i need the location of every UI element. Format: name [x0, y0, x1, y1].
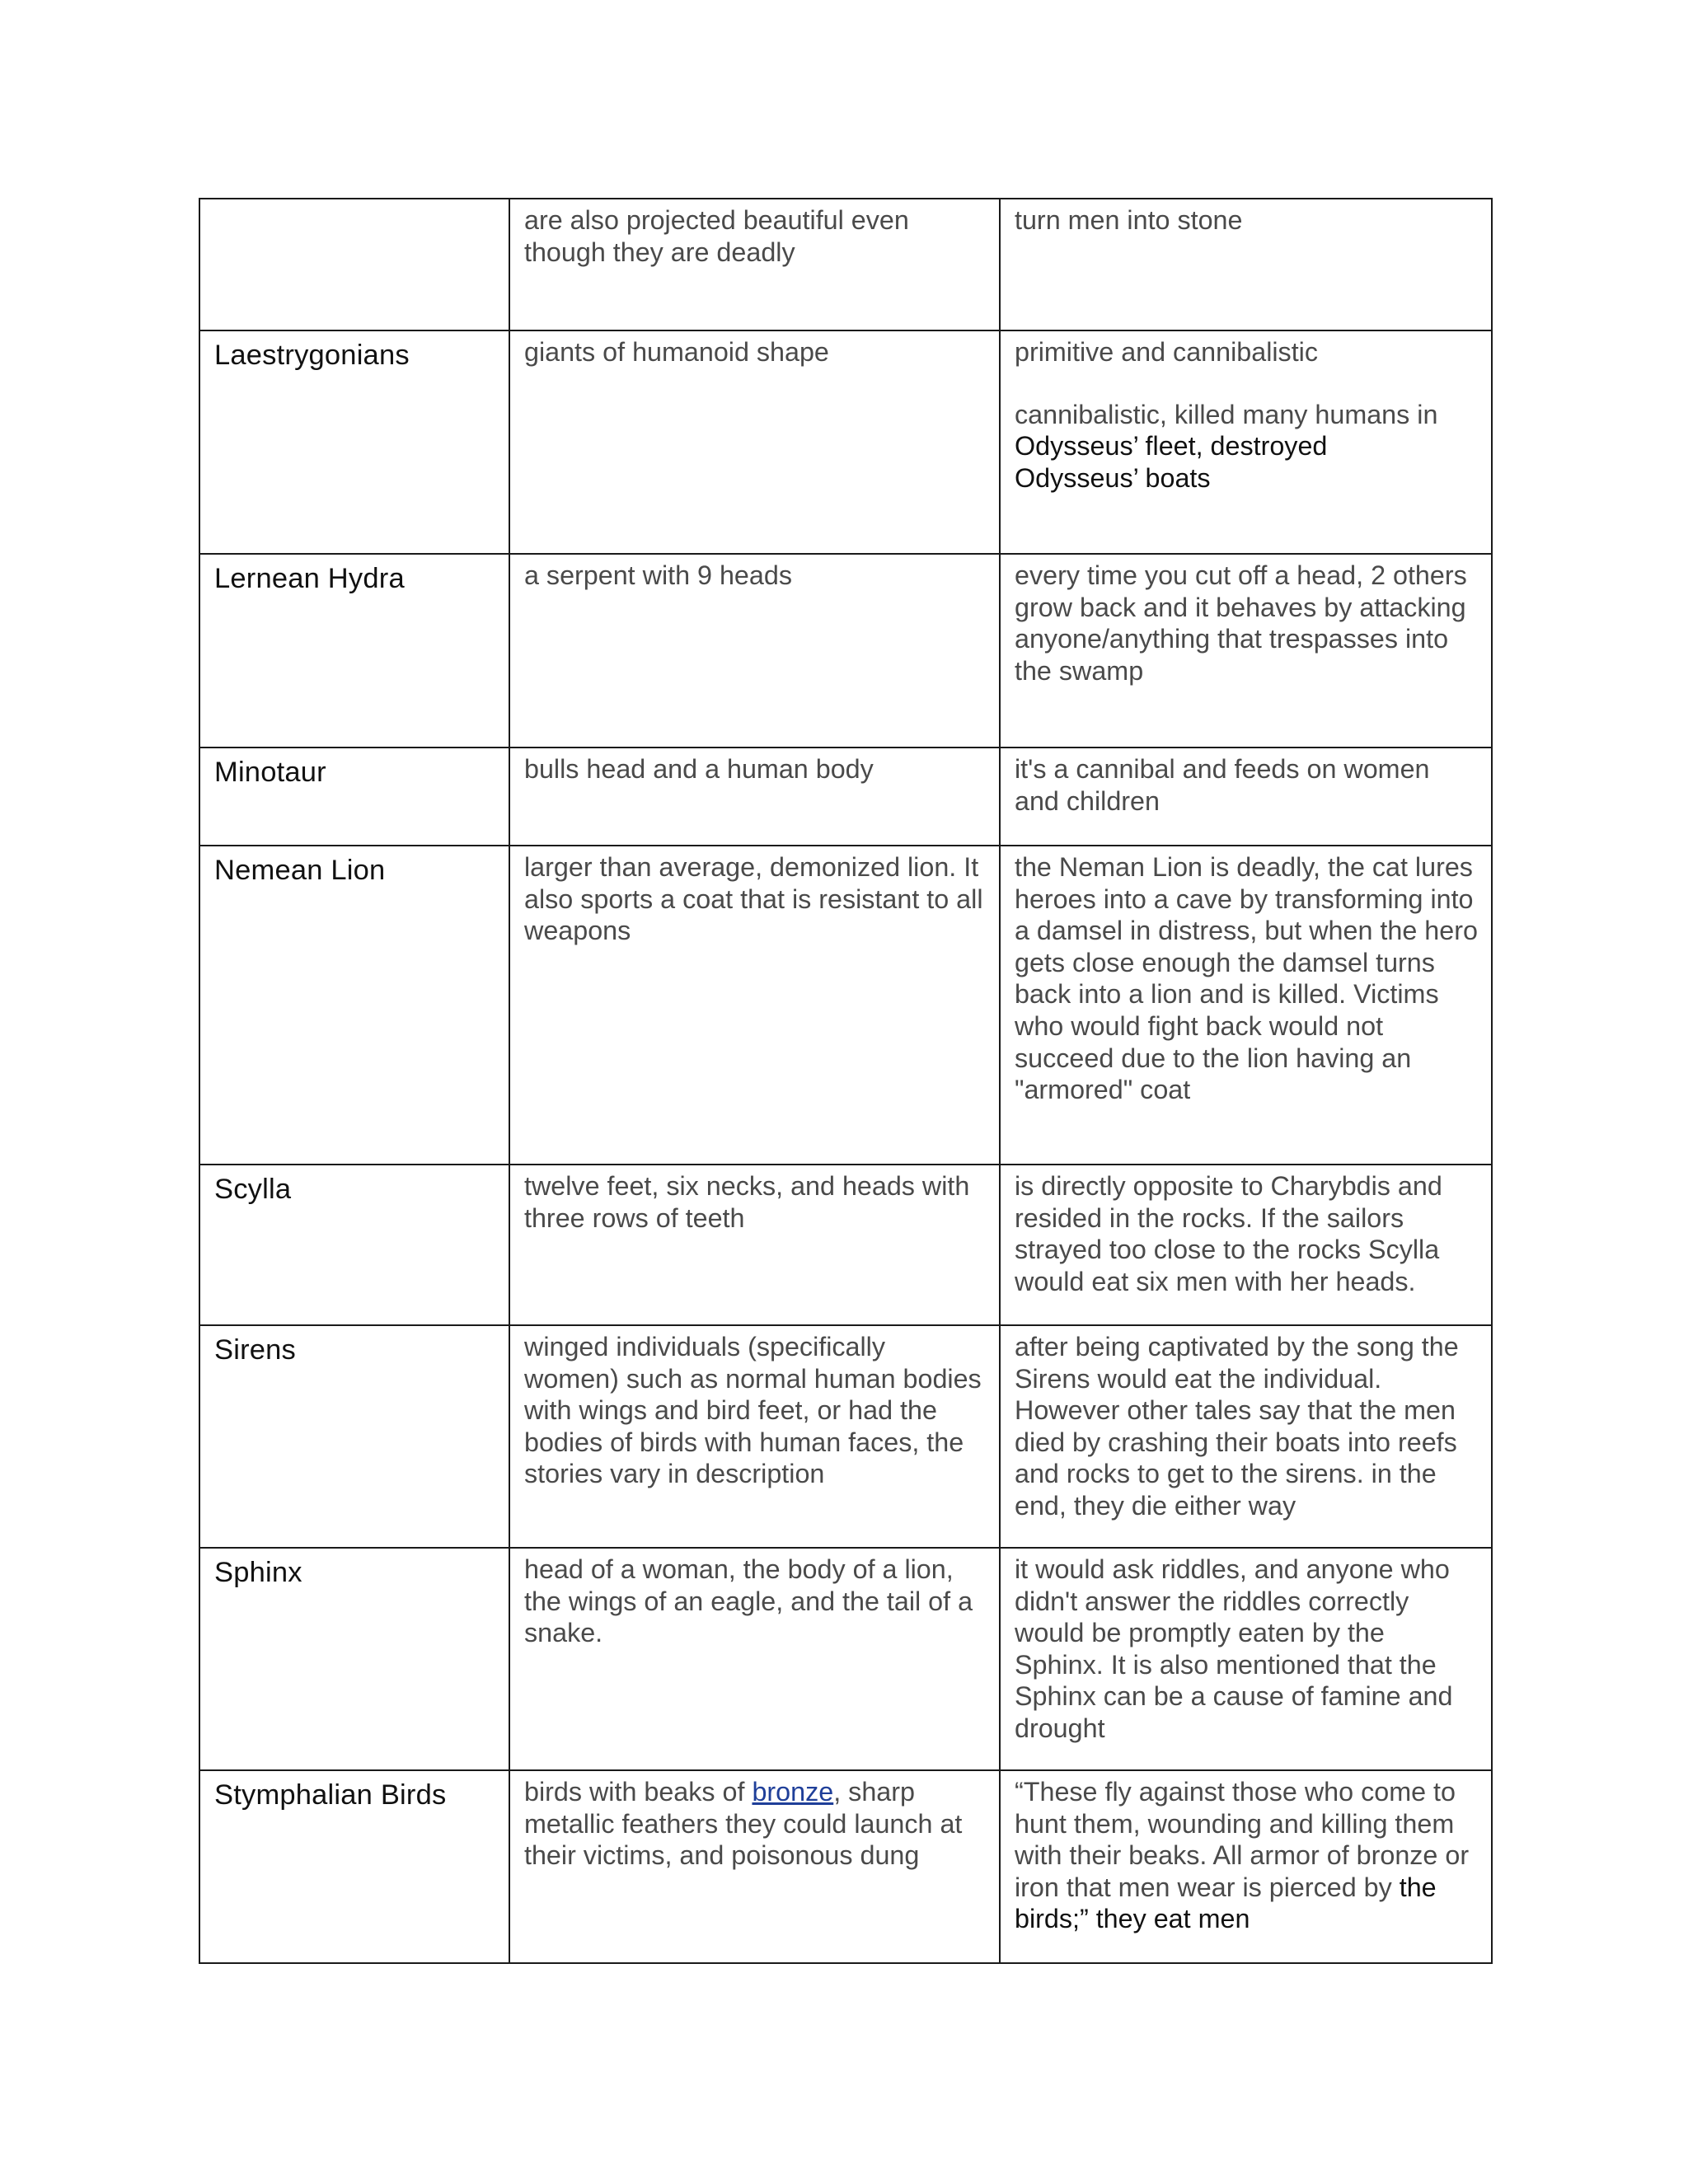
behavior-text: Odysseus’ boats	[1015, 462, 1211, 493]
behavior-text: every time you cut off a head, 2 others grow back and it behaves by attacking anyone/anything that trespasses into the swamp	[1015, 560, 1467, 686]
creature-name: Sphinx	[214, 1557, 302, 1588]
creature-name-cell	[199, 199, 509, 330]
appearance-text: giants of humanoid shape	[524, 337, 829, 367]
creature-name: Minotaur	[214, 757, 326, 788]
appearance-text: twelve feet, six necks, and heads with three rows of teeth	[524, 1171, 970, 1233]
table-row	[199, 330, 1492, 554]
creature-name-cell	[199, 1165, 509, 1325]
appearance-cell	[509, 1548, 1000, 1770]
table-row	[199, 1165, 1492, 1325]
behavior-cell	[1000, 1325, 1492, 1548]
creature-name-cell	[199, 1770, 509, 1963]
appearance-cell	[509, 1325, 1000, 1548]
table-row	[199, 1548, 1492, 1770]
appearance-text: a serpent with 9 heads	[524, 560, 792, 590]
appearance-text: larger than average, demonized lion. It also sports a coat that is resistant to all weapons	[524, 852, 983, 946]
behavior-text: it would ask riddles, and anyone who didn't answer the riddles correctly would be promptly eaten by the Sphinx. It is also mentioned that the Sphinx can be a cause of famine and drought	[1015, 1554, 1453, 1743]
behavior-text: primitive and cannibalistic	[1015, 337, 1318, 367]
appearance-cell	[509, 1770, 1000, 1963]
appearance-cell	[509, 330, 1000, 554]
behavior-text: turn men into stone	[1015, 205, 1243, 235]
appearance-cell	[509, 846, 1000, 1165]
behavior-quote-end: the birds;” they eat men	[1015, 1872, 1437, 1934]
behavior-cell	[1000, 330, 1492, 554]
table-row	[199, 199, 1492, 330]
creature-name: Scylla	[214, 1174, 292, 1205]
behavior-text: it's a cannibal and feeds on women and children	[1015, 754, 1430, 816]
table-row	[199, 554, 1492, 748]
behavior-cell	[1000, 1770, 1492, 1963]
appearance-cell	[509, 748, 1000, 846]
creature-name: Stymphalian Birds	[214, 1779, 447, 1811]
creature-name-cell	[199, 846, 509, 1165]
behavior-text: is directly opposite to Charybdis and resided in the rocks. If the sailors strayed too close to the rocks Scylla would eat six men with her heads.	[1015, 1171, 1442, 1296]
creature-name-cell	[199, 1548, 509, 1770]
behavior-cell	[1000, 1165, 1492, 1325]
appearance-text-end: , sharp metallic feathers they could launch at their victims, and poisonous dung	[524, 1777, 963, 1871]
creature-name-cell	[199, 330, 509, 554]
creatures-table	[199, 198, 1493, 1964]
behavior-quote: “These fly against those who come to hunt them, wounding and killing them with their beaks. All armor of bronze or iron that men wear is pierced by	[1015, 1777, 1470, 1902]
behavior-cell	[1000, 846, 1492, 1165]
behavior-cell	[1000, 1548, 1492, 1770]
behavior-text: after being captivated by the song the Sirens would eat the individual. However other tales say that the men died by crashing their boats into reefs and rocks to get to the sirens. in the end, they die either way	[1015, 1332, 1459, 1521]
appearance-text: winged individuals (specifically women) such as normal human bodies with wings and bird feet, or had the bodies of birds with human faces, the stories vary in description	[524, 1332, 982, 1489]
behavior-cell	[1000, 748, 1492, 846]
appearance-cell	[509, 199, 1000, 330]
table-row	[199, 846, 1492, 1165]
creature-name-cell	[199, 748, 509, 846]
table-row	[199, 1325, 1492, 1548]
appearance-text: head of a woman, the body of a lion, the wings of an eagle, and the tail of a snake.	[524, 1554, 973, 1648]
creature-name-cell	[199, 1325, 509, 1548]
appearance-text: are also projected beautiful even though they are deadly	[524, 205, 909, 267]
appearance-cell	[509, 554, 1000, 748]
creature-name: Lernean Hydra	[214, 563, 405, 594]
table-row	[199, 1770, 1492, 1963]
appearance-text	[524, 1776, 986, 1872]
creature-name: Nemean Lion	[214, 855, 386, 886]
appearance-text: bulls head and a human body	[524, 754, 874, 784]
behavior-text: the Neman Lion is deadly, the cat lures heroes into a cave by transforming into a damsel in distress, but when the hero gets close enough the damsel turns back into a lion and is killed. Victims who would fight back would not succeed due to the lion having an "armored" coat	[1015, 852, 1478, 1105]
behavior-text: Odysseus’ fleet, destroyed	[1015, 431, 1328, 462]
creature-name: Laestrygonians	[214, 340, 410, 371]
behavior-text	[1015, 1776, 1478, 1935]
creature-name: Sirens	[214, 1334, 296, 1366]
appearance-cell	[509, 1165, 1000, 1325]
table-row	[199, 748, 1492, 846]
behavior-cell	[1000, 554, 1492, 748]
behavior-text: cannibalistic, killed many humans in	[1015, 399, 1438, 429]
behavior-cell	[1000, 199, 1492, 330]
bronze-link[interactable]: bronze	[752, 1777, 834, 1807]
appearance-text-start: birds with beaks of	[524, 1777, 753, 1807]
creature-name-cell	[199, 554, 509, 748]
creature-name	[200, 199, 509, 219]
